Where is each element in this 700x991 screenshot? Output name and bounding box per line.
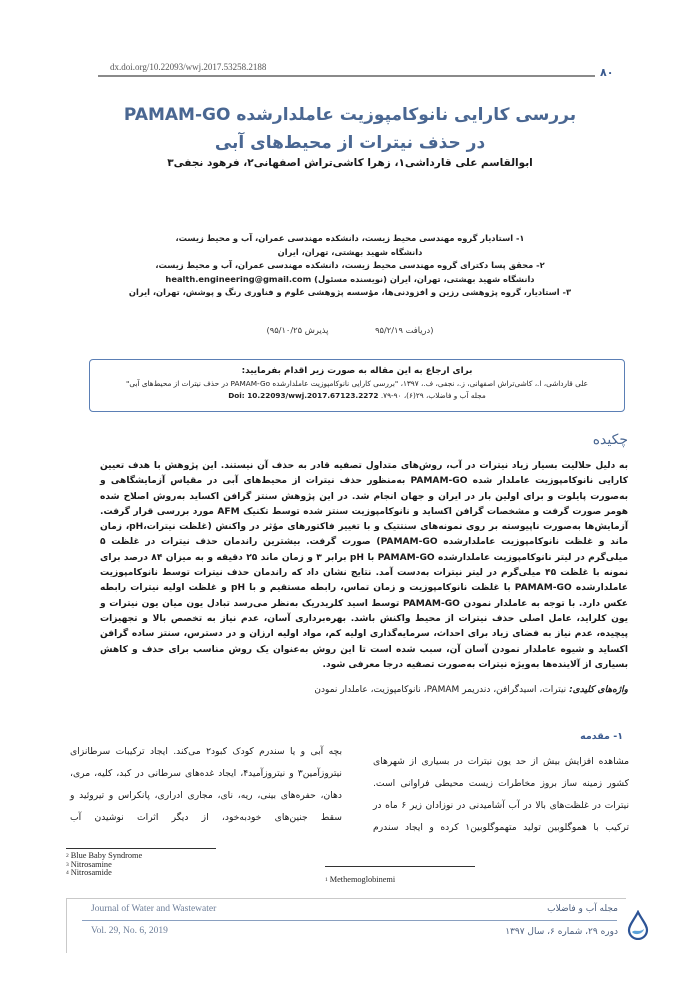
doi-link[interactable]: dx.doi.org/10.22093/wwj.2017.53258.2188 [110, 62, 267, 72]
footnote-3: $^3$ Nitrosamine [66, 859, 112, 869]
authors: ابوالقاسم علی قارداشی۱، زهرا کاشی‌تراش اصفهانی۲، فرهود نجفی۳ [167, 157, 533, 169]
journal-name-en: Journal of Water and Wastewater [91, 904, 217, 914]
affiliation-2b: دانشگاه شهید بهشتی، تهران، ایران (نویسنده مسئول) health.engineering@gmail.com [165, 273, 535, 284]
footnotes-right [325, 876, 395, 885]
footer-top-border [66, 898, 626, 899]
page-number: ۸۰ [600, 66, 614, 79]
citation-line-1: علی قارداشی، ا.، کاشی‌تراش اصفهانی، ز.، نجفی، ف.، ۱۳۹۷، "بررسی کارایی نانوکامپوزیت عاملدارشده PAMAM-Go در حذف نیترات از محیط‌های آبی" [126, 379, 588, 388]
article-title-line-2: در حذف نیترات از محیط‌های آبی [214, 133, 486, 153]
water-drop-icon [625, 910, 651, 940]
affiliation-2a: ۲- محقق پسا دکترای گروه مهندسی محیط زیست، دانشکده مهندسی عمران، آب و محیط زیست، [155, 260, 545, 271]
volume-fa: دوره ۲۹، شماره ۶، سال ۱۳۹۷ [505, 927, 618, 937]
citation-doi[interactable]: Doi: 10.22093/wwj.2017.67123.2272 [228, 391, 379, 400]
footnotes-left [66, 852, 142, 878]
keywords [100, 683, 628, 697]
journal-name-fa: مجله آب و فاضلاب [547, 904, 618, 914]
keywords-label: واژه‌های کلیدی: [569, 685, 628, 695]
introduction-right-column: مشاهده افزایش بیش از حد یون نیترات در بسیاری از شهرهای کشور زمینه ساز بروز مخاطرات زیست محیطی فراوانی است. نیترات در غلظت‌های بالا در آب آشامیدنی در نوزادان زیر ۶ ماه در ترکیب با هموگلوبین تولید متهموگلوبین۱ کرده و ایجاد سندرم [373, 756, 629, 833]
affiliation-3: ۳- استادیار، گروه پژوهشی رزین و افزودنی‌ها، مؤسسه پژوهشی علوم و فناوری رنگ و پوشش، تهران، ایران [128, 287, 572, 298]
article-title-line-1: بررسی کارایی نانوکامپوزیت عاملدارشده PAMAM-GO [123, 105, 577, 125]
affiliation-1a: ۱- استادیار گروه مهندسی محیط زیست، دانشکده مهندسی عمران، آب و محیط زیست، [175, 233, 525, 243]
footnote-divider-right [325, 866, 475, 867]
article-dates [200, 325, 500, 335]
introduction-left-column: بچه آبی و یا سندرم کودک کبود۲ می‌کند. ایجاد ترکیبات سرطانزای نیتروزآمین۳ و نیتروزآمید۴، ایجاد غده‌های سرطانی در کبد، کلیه، مری، دهان، حفره‌های بینی، ریه، نای، مجاری ادراری، پانکراس و تیروئید و سقط جنین‌های خودبه‌خود، از دیگر اثرات نوشیدن آب [70, 746, 342, 823]
footnote-1: $^1$ Methemoglobinemi [325, 875, 396, 884]
affiliation-1b: دانشگاه شهید بهشتی، تهران، ایران [277, 246, 423, 257]
header-divider [98, 75, 595, 77]
volume-en: Vol. 29, No. 6, 2019 [91, 926, 168, 936]
footer-left-border [66, 898, 67, 953]
citation-journal: مجله آب و فاضلاب، ۲۹(۶)، ۹۰-۷۹. [380, 391, 486, 400]
accepted-date: پذیرش ۹۵/۱۰/۲۵) [266, 325, 329, 335]
keywords-text: نیترات، اسیدگرافن، دندریمر PAMAM، نانوکامپوزیت، عاملدار نمودن [314, 685, 567, 695]
footnote-4: $^4$ Nitrosamide [66, 868, 112, 877]
abstract-body: به دلیل حلالیت بسیار زیاد نیترات در آب، روش‌های متداول تصفیه قادر به حذف آن نیستند. این پژوهش با هدف تعیین کارایی نانوکامپوزیت عاملدار شده PAMAM-GO به‌منظور حذف نیترات از محیط‌های آبی در مقیاس آزمایشگاهی و به‌صورت پایلوت و برای اولین بار در ایران و جهان انجام شد. در این پژوهش سنتز گرافن اکساید به‌روش اصلاح شده هومر صورت گرفت و مشخصات گرافن اکساید و نانوکامپوزیت سنتز شده توسط تکنیک AFM مورد بررسی قرار گرفت. آزمایش‌ها به‌صورت ناپیوسته بر روی نمونه‌های سنتتیک و با تغییر فاکتورهای مؤثر در واکنش (غلظت نیترات،pH، زمان ماند و غلظت نانوکامپوزیت عاملدارشده PAMAM-GO) صورت گرفت. بیشترین راندمان حذف نیترات در غلظت ۵ میلی‌گرم در لیتر نانوکامپوزیت عاملدارشده PAMAM-GO با pH برابر ۳ و زمان ماند ۲۵ دقیقه و به میزان ۸۴ درصد برای نمونه با غلظت ۴۵ میلی‌گرم در لیتر نیترات به‌دست آمد. نتایج نشان داد که راندمان حذف نیترات توسط نانوکامپوزیت عاملدارشده PAMAM-GO با غلظت نانوکامپوزیت و زمان تماس، رابطه مستقیم و با pH و غلظت اولیه نیترات رابطه عکس دارد. با توجه به عاملدار نمودن PAMAM-GO توسط اسید کلریدریک به‌نظر می‌رسد تبادل یون میان یون نیترات و یون کلراید، عامل اصلی حذف نیترات از محیط واکنش باشد. بهره‌برداری آسان، عدم نیاز به تخصص بالا و تجهیزات پیچیده، عدم نیاز به فضای زیاد برای احداث، سرمایه‌گذاری اولیه کم، مواد اولیه ارزان و در دسترس، سنتز ساده گرافن اکساید و شیوه عاملدار نمودن آسان آن، سبب شده است تا این روش به‌عنوان یک روش مناسب برای حذف و کاهش بسیاری از آلاینده‌ها به‌ویژه نیترات به‌صورت تصفیه درجا معرفی شود. [100, 461, 629, 670]
footnote-2: $^2$ Blue Baby Syndrome [66, 851, 143, 860]
footnote-divider-left [66, 848, 216, 849]
affiliations [100, 232, 600, 300]
received-date: (دریافت ۹۵/۲/۱۹ [375, 325, 434, 335]
citation-box [89, 359, 625, 412]
footer-divider [82, 920, 617, 921]
introduction-heading: ۱- مقدمه [580, 731, 623, 742]
citation-heading: برای ارجاع به این مقاله به صورت زیر اقدام بفرمایید: [241, 366, 473, 376]
abstract-heading: چکیده [592, 432, 628, 448]
citation-line-2 [90, 390, 624, 402]
